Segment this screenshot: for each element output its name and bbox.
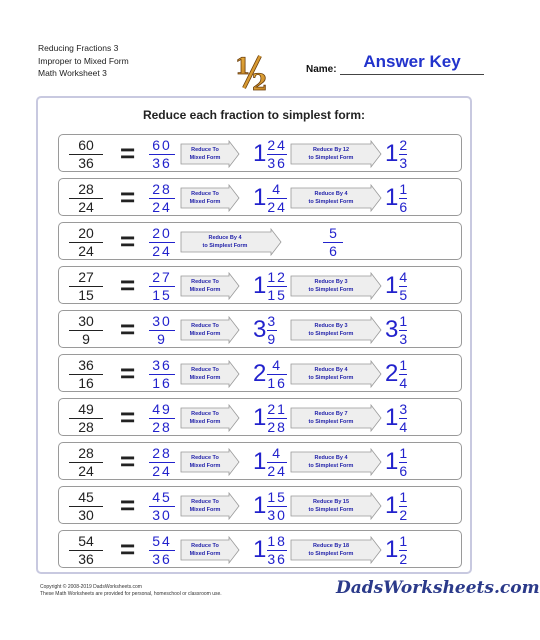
simplest-fraction xyxy=(399,135,407,173)
to-mixed-arrow xyxy=(181,185,239,211)
arrow-label: Reduce To xyxy=(191,499,219,505)
question-fraction-denominator: 36 xyxy=(78,550,94,567)
reduce-arrow xyxy=(181,229,281,255)
answer-fraction xyxy=(149,223,175,261)
simplest-denominator: 3 xyxy=(399,330,408,347)
mixed-numerator: 4 xyxy=(272,444,283,461)
arrow-label: to Simplest Form xyxy=(308,375,354,381)
answer-fraction-denominator: 36 xyxy=(152,550,172,567)
whole-number: 1 xyxy=(385,404,399,431)
answer-fraction-denominator: 30 xyxy=(152,506,172,523)
mixed-numerator: 21 xyxy=(267,400,287,417)
equals-sign: = xyxy=(120,138,136,168)
to-mixed-arrow xyxy=(181,273,239,299)
answer-fraction xyxy=(149,355,175,393)
simplest-numerator: 2 xyxy=(399,136,408,153)
question-fraction-numerator: 28 xyxy=(78,444,94,461)
mixed-number xyxy=(253,267,287,305)
arrow-label: to Simplest Form xyxy=(308,287,354,293)
arrow-label: Reduce To xyxy=(191,543,219,549)
answer-fraction-denominator: 16 xyxy=(152,374,172,391)
svg-text:1: 1 xyxy=(235,54,251,80)
mixed-fraction xyxy=(267,179,287,217)
copyright-text: Copyright © 2008-2019 DadsWorksheets.com xyxy=(40,584,142,590)
answer-fraction xyxy=(149,487,175,525)
mixed-numerator: 15 xyxy=(267,488,287,505)
whole-number: 1 xyxy=(385,140,399,167)
question-fraction-denominator: 28 xyxy=(78,418,94,435)
answer-fraction-numerator: 27 xyxy=(152,268,172,285)
arrow-label: Mixed Form xyxy=(189,551,221,557)
question-fraction-numerator: 27 xyxy=(78,268,94,285)
simplest-fraction xyxy=(399,311,407,349)
simplest-numerator: 1 xyxy=(399,444,408,461)
answer-fraction xyxy=(149,531,175,569)
mixed-number xyxy=(253,487,287,525)
arrow-label: to Simplest Form xyxy=(308,331,354,337)
mixed-denominator: 36 xyxy=(267,154,287,171)
problem-row xyxy=(58,310,462,348)
question-fraction-numerator: 60 xyxy=(78,136,94,153)
usage-notice: These Math Worksheets are provided for personal, homeschool or classroom use. xyxy=(40,590,222,597)
simplest-numerator: 1 xyxy=(399,488,408,505)
answer-fraction xyxy=(149,443,175,481)
worksheet-title: Reducing Fractions 3 xyxy=(38,43,119,53)
question-fraction-denominator: 24 xyxy=(78,242,94,259)
whole-number: 1 xyxy=(253,184,267,211)
arrow-label: Reduce To xyxy=(191,367,219,373)
question-fraction xyxy=(69,355,103,393)
to-mixed-arrow xyxy=(181,537,239,563)
mixed-denominator: 28 xyxy=(267,418,287,435)
mixed-fraction xyxy=(267,443,287,481)
answer-fraction-numerator: 28 xyxy=(152,180,172,197)
question-fraction xyxy=(69,267,103,305)
question-fraction-numerator: 30 xyxy=(78,312,94,329)
equals-sign: = xyxy=(120,314,136,344)
whole-number: 1 xyxy=(253,404,267,431)
mixed-fraction xyxy=(267,399,287,437)
simplest-fraction xyxy=(399,267,407,305)
arrow-label: Reduce By 4 xyxy=(314,367,348,373)
to-mixed-arrow xyxy=(181,317,239,343)
dadsworksheets-logo: DadsWorksheets.com xyxy=(336,578,540,598)
whole-number: 1 xyxy=(253,536,267,563)
mixed-number xyxy=(253,399,287,437)
arrow-label: to Simplest Form xyxy=(308,551,354,557)
question-fraction-denominator: 16 xyxy=(78,374,94,391)
question-fraction-numerator: 49 xyxy=(78,400,94,417)
question-fraction-denominator: 24 xyxy=(78,198,94,215)
arrow-label: Reduce To xyxy=(191,279,219,285)
reduce-arrow xyxy=(291,141,381,167)
mixed-denominator: 36 xyxy=(267,550,287,567)
arrow-label: to Simplest Form xyxy=(308,507,354,513)
mixed-denominator: 16 xyxy=(267,374,287,391)
equals-sign: = xyxy=(120,270,136,300)
whole-number: 3 xyxy=(385,316,399,343)
simplest-mixed-number xyxy=(385,487,407,525)
problem-row xyxy=(58,354,462,392)
name-label: Name: xyxy=(306,64,337,75)
name-line xyxy=(340,74,484,75)
whole-number: 2 xyxy=(253,360,267,387)
arrow-label: Reduce By 4 xyxy=(208,235,242,241)
arrow-label: Reduce To xyxy=(191,323,219,329)
to-mixed-arrow xyxy=(181,361,239,387)
whole-number: 1 xyxy=(385,184,399,211)
answer-fraction-numerator: 60 xyxy=(152,136,172,153)
mixed-numerator: 18 xyxy=(267,532,287,549)
simplest-mixed-number xyxy=(385,355,407,393)
simplest-numerator: 1 xyxy=(399,180,408,197)
simplest-fraction xyxy=(399,355,407,393)
arrow-label: Reduce By 12 xyxy=(312,147,350,153)
problem-row xyxy=(58,442,462,480)
mixed-denominator: 15 xyxy=(267,286,287,303)
answer-key-label: Answer Key xyxy=(363,52,461,71)
answer-fraction-numerator: 30 xyxy=(152,312,172,329)
question-fraction xyxy=(69,443,103,481)
simplest-denominator: 6 xyxy=(399,462,408,479)
problem-row xyxy=(58,398,462,436)
mixed-denominator: 24 xyxy=(267,198,287,215)
equals-sign: = xyxy=(120,402,136,432)
simplest-fraction xyxy=(399,399,407,437)
simplest-numerator: 5 xyxy=(329,224,337,241)
problem-row xyxy=(58,486,462,524)
arrow-label: to Simplest Form xyxy=(308,155,354,161)
simplest-denominator: 2 xyxy=(399,506,408,523)
mixed-number xyxy=(253,443,287,481)
simplest-denominator: 4 xyxy=(399,374,408,391)
equals-sign: = xyxy=(120,182,136,212)
simplest-denominator: 4 xyxy=(399,418,408,435)
equals-sign: = xyxy=(120,534,136,564)
answer-fraction xyxy=(149,267,175,305)
answer-fraction-denominator: 24 xyxy=(152,242,172,259)
problem-row xyxy=(58,266,462,304)
instructions: Reduce each fraction to simplest form: xyxy=(142,108,366,122)
arrow-label: Reduce To xyxy=(191,455,219,461)
question-fraction-denominator: 15 xyxy=(78,286,94,303)
whole-number: 1 xyxy=(253,448,267,475)
whole-number: 1 xyxy=(385,492,399,519)
question-fraction-numerator: 54 xyxy=(78,532,94,549)
mixed-fraction xyxy=(267,135,287,173)
simplest-denominator: 3 xyxy=(399,154,408,171)
arrow-label: Reduce To xyxy=(191,191,219,197)
whole-number: 1 xyxy=(385,448,399,475)
answer-fraction-numerator: 36 xyxy=(152,356,172,373)
to-mixed-arrow xyxy=(181,141,239,167)
answer-fraction-numerator: 20 xyxy=(152,224,172,241)
simplest-denominator: 6 xyxy=(399,198,408,215)
worksheet-subtitle: Improper to Mixed Form xyxy=(38,55,129,66)
answer-fraction-denominator: 24 xyxy=(152,462,172,479)
whole-number: 3 xyxy=(253,316,267,343)
mixed-number xyxy=(253,311,277,349)
mixed-number xyxy=(253,531,287,569)
answer-fraction xyxy=(149,399,175,437)
answer-fraction-numerator: 49 xyxy=(152,400,172,417)
arrow-label: Reduce By 3 xyxy=(314,279,348,285)
simplest-fraction xyxy=(399,487,407,525)
arrow-label: Reduce To xyxy=(191,411,219,417)
mixed-numerator: 4 xyxy=(272,356,283,373)
one-half-logo xyxy=(232,52,272,96)
worksheet-panel xyxy=(36,96,472,574)
question-fraction-numerator: 45 xyxy=(78,488,94,505)
whole-number: 1 xyxy=(253,272,267,299)
worksheet-number: Math Worksheet 3 xyxy=(38,68,107,78)
simplest-mixed-number xyxy=(385,179,407,217)
arrow-label: Mixed Form xyxy=(189,507,221,513)
arrow-label: to Simplest Form xyxy=(308,463,354,469)
mixed-number xyxy=(253,135,287,173)
simplest-denominator: 6 xyxy=(329,242,337,259)
problem-row xyxy=(58,178,462,216)
simplest-mixed-number xyxy=(385,267,407,305)
arrow-label: Reduce To xyxy=(191,147,219,153)
equals-sign: = xyxy=(120,446,136,476)
answer-fraction-denominator: 15 xyxy=(152,286,172,303)
question-fraction-numerator: 36 xyxy=(78,356,94,373)
answer-fraction xyxy=(149,135,175,173)
mixed-fraction xyxy=(267,267,287,305)
equals-sign: = xyxy=(120,490,136,520)
to-mixed-arrow xyxy=(181,493,239,519)
question-fraction xyxy=(69,135,103,173)
simplest-denominator: 5 xyxy=(399,286,408,303)
mixed-fraction xyxy=(267,311,277,349)
mixed-fraction xyxy=(267,531,287,569)
whole-number: 1 xyxy=(253,492,267,519)
mixed-fraction xyxy=(267,355,287,393)
arrow-label: Mixed Form xyxy=(189,331,221,337)
reduce-arrow xyxy=(291,537,381,563)
question-fraction-denominator: 30 xyxy=(78,506,94,523)
problem-row xyxy=(58,530,462,568)
equals-sign: = xyxy=(120,358,136,388)
whole-number: 1 xyxy=(385,536,399,563)
question-fraction-numerator: 20 xyxy=(78,224,94,241)
arrow-label: Mixed Form xyxy=(189,375,221,381)
arrow-label: Reduce By 15 xyxy=(312,499,350,505)
arrow-label: Reduce By 4 xyxy=(314,191,348,197)
question-fraction-denominator: 36 xyxy=(78,154,94,171)
simplest-denominator: 2 xyxy=(399,550,408,567)
footer-notes xyxy=(40,584,222,597)
simplest-mixed-number xyxy=(385,531,407,569)
mixed-denominator: 9 xyxy=(267,330,278,347)
simplest-mixed-number xyxy=(385,311,407,349)
arrow-label: Mixed Form xyxy=(189,463,221,469)
simplest-mixed-number xyxy=(385,443,407,481)
reduce-arrow xyxy=(291,405,381,431)
simplest-fraction xyxy=(399,443,407,481)
problem-row xyxy=(58,134,462,172)
answer-fraction-numerator: 54 xyxy=(152,532,172,549)
mixed-numerator: 24 xyxy=(267,136,287,153)
simplest-numerator: 4 xyxy=(399,268,408,285)
problem-row xyxy=(58,222,462,260)
equals-sign: = xyxy=(120,226,136,256)
to-mixed-arrow xyxy=(181,405,239,431)
answer-fraction-denominator: 28 xyxy=(152,418,172,435)
question-fraction xyxy=(69,311,103,349)
simplest-mixed-number xyxy=(385,399,407,437)
arrow-label: Reduce By 18 xyxy=(312,543,350,549)
simplest-fraction xyxy=(323,223,343,261)
arrow-label: Reduce By 4 xyxy=(314,455,348,461)
question-fraction-denominator: 9 xyxy=(82,330,90,347)
arrow-label: Reduce By 7 xyxy=(314,411,348,417)
answer-fraction-denominator: 9 xyxy=(157,330,167,347)
arrow-label: to Simplest Form xyxy=(308,419,354,425)
answer-fraction-denominator: 36 xyxy=(152,154,172,171)
question-fraction xyxy=(69,399,103,437)
mixed-numerator: 12 xyxy=(267,268,287,285)
mixed-denominator: 30 xyxy=(267,506,287,523)
mixed-numerator: 4 xyxy=(272,180,283,197)
reduce-arrow xyxy=(291,449,381,475)
arrow-label: Mixed Form xyxy=(189,199,221,205)
whole-number: 1 xyxy=(385,272,399,299)
question-fraction-denominator: 24 xyxy=(78,462,94,479)
whole-number: 2 xyxy=(385,360,399,387)
question-fraction xyxy=(69,487,103,525)
reduce-arrow xyxy=(291,185,381,211)
arrow-label: Mixed Form xyxy=(189,155,221,161)
mixed-denominator: 24 xyxy=(267,462,287,479)
reduce-arrow xyxy=(291,317,381,343)
simplest-numerator: 3 xyxy=(399,400,408,417)
arrow-label: Reduce By 3 xyxy=(314,323,348,329)
question-fraction xyxy=(69,179,103,217)
simplest-fraction xyxy=(399,531,407,569)
svg-text:2: 2 xyxy=(252,70,268,96)
answer-fraction xyxy=(149,179,175,217)
answer-fraction-numerator: 45 xyxy=(152,488,172,505)
question-fraction xyxy=(69,223,103,261)
simplest-mixed-number xyxy=(385,135,407,173)
simplest-fraction xyxy=(399,179,407,217)
simplest-numerator: 1 xyxy=(399,356,408,373)
reduce-arrow xyxy=(291,273,381,299)
question-fraction-numerator: 28 xyxy=(78,180,94,197)
mixed-number xyxy=(253,179,287,217)
reduce-arrow xyxy=(291,493,381,519)
arrow-label: to Simplest Form xyxy=(308,199,354,205)
mixed-numerator: 3 xyxy=(267,312,278,329)
mixed-fraction xyxy=(267,487,287,525)
to-mixed-arrow xyxy=(181,449,239,475)
mixed-number xyxy=(253,355,287,393)
reduce-arrow xyxy=(291,361,381,387)
simplest-numerator: 1 xyxy=(399,312,408,329)
answer-fraction-denominator: 24 xyxy=(152,198,172,215)
answer-fraction xyxy=(149,311,175,349)
answer-fraction-numerator: 28 xyxy=(152,444,172,461)
arrow-label: to Simplest Form xyxy=(202,243,248,249)
header-info xyxy=(38,42,129,80)
question-fraction xyxy=(69,531,103,569)
arrow-label: Mixed Form xyxy=(189,287,221,293)
arrow-label: Mixed Form xyxy=(189,419,221,425)
whole-number: 1 xyxy=(253,140,267,167)
simplest-numerator: 1 xyxy=(399,532,408,549)
